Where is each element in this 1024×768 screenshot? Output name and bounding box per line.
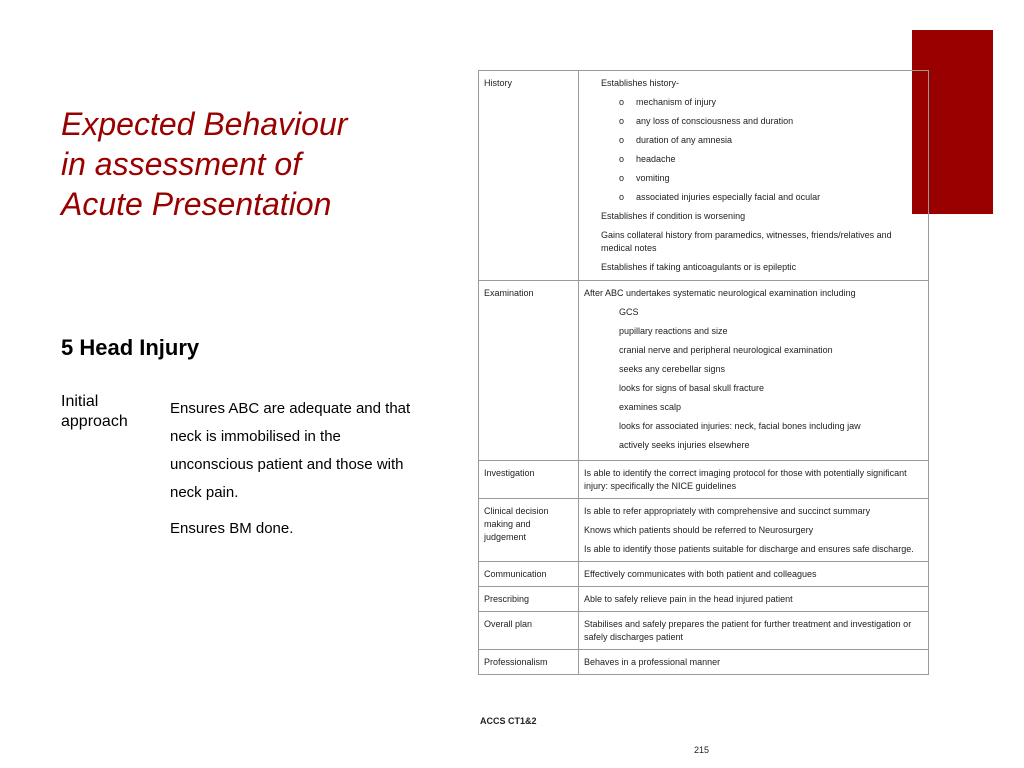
history-bullet-text: vomiting: [636, 173, 670, 183]
examination-intro: After ABC undertakes systematic neurological examination including: [584, 288, 856, 298]
bullet-icon: o: [619, 173, 625, 183]
professionalism-line: Behaves in a professional manner: [584, 657, 721, 667]
history-bullet: [584, 172, 924, 185]
bullet-icon: o: [619, 97, 625, 107]
row-label: Investigation: [479, 461, 579, 499]
slide-title-line: in assessment of: [61, 146, 302, 182]
history-bullet: [584, 115, 924, 128]
row-content: [579, 281, 929, 461]
competency-table: [478, 70, 929, 675]
slide-title: [61, 104, 421, 224]
table-row-investigation: [479, 461, 929, 499]
investigation-line: Is able to identify the correct imaging protocol for those with potentially significant injury: specifically the NICE guidelines: [584, 468, 907, 491]
history-bullet-text: any loss of consciousness and duration: [636, 116, 794, 126]
row-label: Clinical decision making and judgement: [479, 499, 579, 562]
clinical-line: Is able to refer appropriately with comprehensive and succinct summary: [584, 506, 871, 516]
approach-paragraph: Ensures BM done.: [170, 520, 294, 537]
row-content: [579, 612, 929, 650]
row-label: History: [479, 71, 579, 281]
examination-item: actively seeks injuries elsewhere: [619, 440, 750, 450]
row-label: Professionalism: [479, 650, 579, 675]
clinical-line: Knows which patients should be referred to Neurosurgery: [584, 525, 814, 535]
page-number: 215: [694, 745, 710, 755]
table-row-overall-plan: [479, 612, 929, 650]
history-bullet-text: associated injuries especially facial and ocular: [636, 192, 821, 202]
section-heading: 5 Head Injury: [61, 335, 200, 360]
history-intro: Establishes history-: [601, 78, 680, 88]
row-label: Overall plan: [479, 612, 579, 650]
examination-item: looks for associated injuries: neck, facial bones including jaw: [619, 421, 861, 431]
row-content: [579, 587, 929, 612]
history-line: Establishes if condition is worsening: [601, 211, 746, 221]
examination-item: seeks any cerebellar signs: [619, 364, 726, 374]
history-bullet-text: headache: [636, 154, 676, 164]
bullet-icon: o: [619, 154, 625, 164]
bullet-icon: o: [619, 116, 625, 126]
row-content: [579, 461, 929, 499]
history-bullet-text: mechanism of injury: [636, 97, 717, 107]
examination-item: cranial nerve and peripheral neurological examination: [619, 345, 833, 355]
slide-title-line: Acute Presentation: [61, 186, 332, 222]
table-row-prescribing: [479, 587, 929, 612]
overall-plan-line: Stabilises and safely prepares the patient for further treatment and investigation or safely discharges patient: [584, 619, 912, 642]
examination-item: looks for signs of basal skull fracture: [619, 383, 765, 393]
history-line: Gains collateral history from paramedics, witnesses, friends/relatives and medical notes: [601, 230, 892, 253]
approach-text: [170, 395, 420, 551]
bullet-icon: o: [619, 192, 625, 202]
table-row-clinical-decision: [479, 499, 929, 562]
table-row-professionalism: [479, 650, 929, 675]
table-row-communication: [479, 562, 929, 587]
examination-item: pupillary reactions and size: [619, 326, 728, 336]
history-bullet: [584, 134, 924, 147]
row-content: [579, 650, 929, 675]
row-content: [579, 71, 929, 281]
table-row-history: [479, 71, 929, 281]
bullet-icon: o: [619, 135, 625, 145]
footer-code: ACCS CT1&2: [480, 716, 537, 726]
row-label: Prescribing: [479, 587, 579, 612]
row-label: Examination: [479, 281, 579, 461]
row-content: [579, 562, 929, 587]
approach-paragraph: Ensures ABC are adequate and that neck is immobilised in the unconscious patient and those with neck pain.: [170, 400, 411, 501]
slide-title-line: Expected Behaviour: [61, 106, 348, 142]
approach-label-line: approach: [61, 413, 128, 430]
clinical-line: Is able to identify those patients suitable for discharge and ensures safe discharge.: [584, 544, 914, 554]
prescribing-line: Able to safely relieve pain in the head injured patient: [584, 594, 793, 604]
examination-item: GCS: [619, 307, 639, 317]
history-bullet-text: duration of any amnesia: [636, 135, 733, 145]
row-label: Communication: [479, 562, 579, 587]
communication-line: Effectively communicates with both patient and colleagues: [584, 569, 817, 579]
table-row-examination: [479, 281, 929, 461]
history-bullet: [584, 153, 924, 166]
history-line: Establishes if taking anticoagulants or is epileptic: [601, 262, 797, 272]
approach-label-line: Initial: [61, 393, 99, 410]
approach-label: [61, 392, 161, 432]
row-content: [579, 499, 929, 562]
history-bullet: [584, 96, 924, 109]
examination-item: examines scalp: [619, 402, 682, 412]
history-bullet: [584, 191, 924, 204]
